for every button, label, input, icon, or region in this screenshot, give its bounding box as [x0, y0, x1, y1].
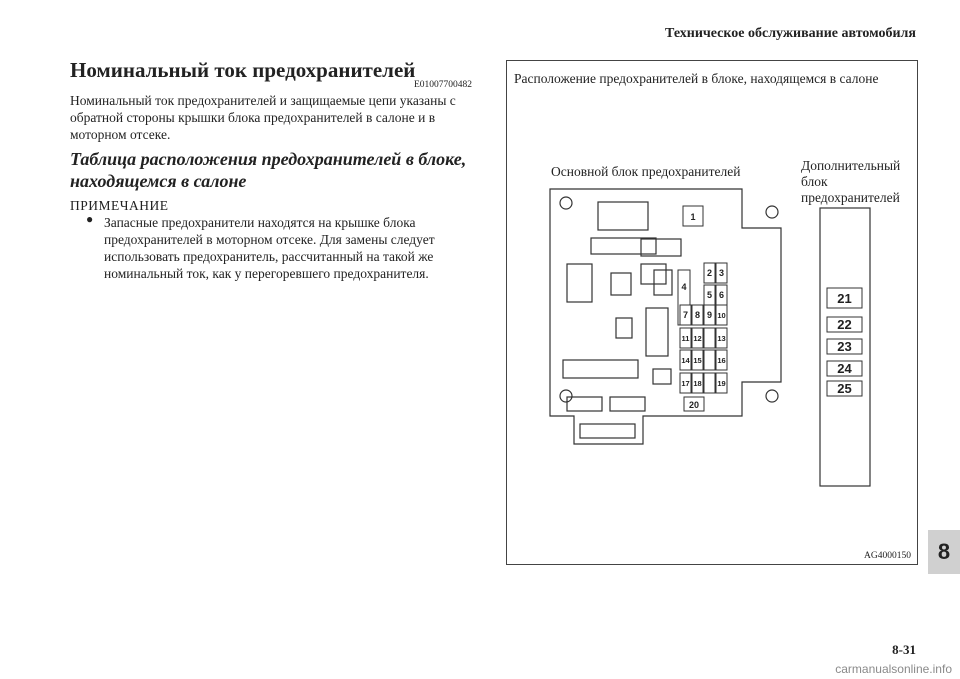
fuse-label-3: 3: [718, 268, 725, 278]
fuse-label-10: 10: [717, 311, 726, 320]
relay-socket: [654, 270, 672, 295]
relay-socket: [611, 273, 631, 295]
main-block-label: Основной блок предохранителей: [551, 164, 741, 179]
mounting-hole: [560, 390, 572, 402]
fuse-label-18: 18: [693, 379, 702, 388]
fuse-label-13: 13: [717, 334, 726, 343]
relay-socket: [646, 308, 668, 356]
running-header: Техническое обслуживание автомобиля: [665, 26, 916, 41]
aux-block-label: Дополнительный блок предохранителей: [801, 158, 901, 205]
fuse-slot-blank: [704, 350, 715, 370]
fuse-label-14: 14: [681, 356, 690, 365]
fuse-label-24: 24: [837, 361, 852, 376]
fuse-label-12: 12: [693, 334, 702, 343]
fuse-label-9: 9: [706, 310, 713, 320]
fuse-slot-blank: [704, 328, 715, 348]
note-heading: ПРИМЕЧАНИЕ: [70, 198, 169, 213]
figure-title: Расположение предохранителей в блоке, находящемся в салоне: [514, 71, 879, 86]
connector: [567, 397, 602, 411]
fuse-slot-blank: [704, 373, 715, 393]
fuse-label-22: 22: [837, 317, 852, 332]
fuse-label-6: 6: [718, 290, 725, 300]
subsection-title: Таблица расположения предохранителей в блоке, находящемся в салоне: [70, 149, 467, 191]
fuse-label-8: 8: [694, 310, 701, 320]
note-text: Запасные предохранители находятся на крышке блока предохранителей в моторном отсеке. Для замены следует использовать предохранитель, рассчитанный на такой же номинальный ток, как у перегоревшего предохранителя.: [104, 215, 435, 281]
connector: [591, 238, 656, 254]
intro-paragraph: Номинальный ток предохранителей и защищаемые цепи указаны с обратной стороны крышки блока предохранителей в салоне и в моторном отсеке.: [70, 93, 456, 142]
fuse-label-15: 15: [693, 356, 702, 365]
main-block-outline: [550, 189, 781, 444]
relay-socket: [567, 264, 592, 302]
fuse-label-7: 7: [682, 310, 689, 320]
fuse-label-20: 20: [688, 400, 700, 410]
fuse-label-17: 17: [681, 379, 690, 388]
relay-socket: [653, 369, 671, 384]
fuse-label-4: 4: [681, 282, 687, 292]
mounting-hole: [560, 197, 572, 209]
watermark: carmanualsonline.info: [835, 662, 952, 676]
fuse-label-19: 19: [717, 379, 726, 388]
fuse-label-23: 23: [837, 339, 852, 354]
mounting-hole: [766, 206, 778, 218]
page-number: 8-31: [892, 642, 916, 657]
fuse-box-diagram: [506, 60, 918, 565]
relay-socket: [616, 318, 632, 338]
relay-socket: [598, 202, 648, 230]
bullet-icon: ●: [86, 212, 94, 226]
mounting-hole: [766, 390, 778, 402]
fuse-label-2: 2: [706, 268, 713, 278]
connector: [610, 397, 645, 411]
chapter-tab: 8: [928, 530, 960, 574]
connector: [580, 424, 635, 438]
fuse-label-11: 11: [681, 334, 690, 343]
document-code: E01007700482: [414, 80, 473, 90]
connector: [563, 360, 638, 378]
figure-code: AG4000150: [864, 551, 911, 561]
fuse-label-21: 21: [837, 291, 852, 306]
fuse-label-25: 25: [837, 381, 852, 396]
section-title: Номинальный ток предохранителей: [70, 58, 416, 82]
fuse-label-1: 1: [690, 212, 696, 222]
fuse-label-5: 5: [706, 290, 713, 300]
fuse-label-16: 16: [717, 356, 726, 365]
